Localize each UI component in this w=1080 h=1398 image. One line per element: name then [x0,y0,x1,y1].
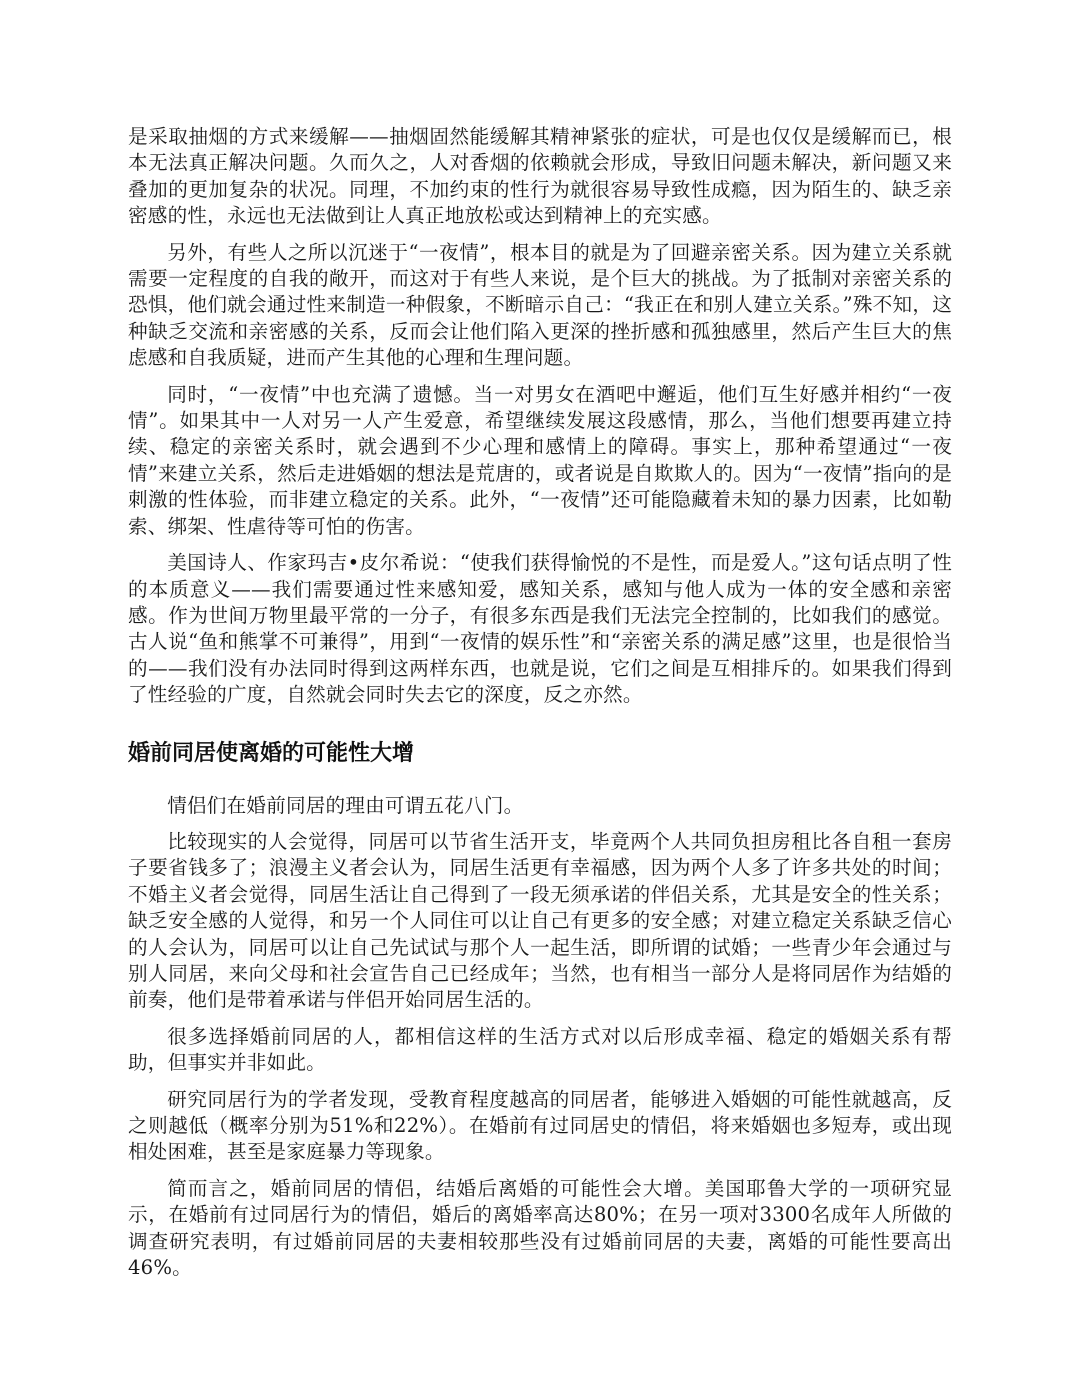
paragraph: 是采取抽烟的方式来缓解——抽烟固然能缓解其精神紧张的症状，可是也仅仅是缓解而已，根本无法真正解决问题。久而久之，人对香烟的依赖就会形成，导致旧问题未解决，新问题又来叠加的更加复杂的状况。同理，不加约束的性行为就很容易导致性成瘾，因为陌生的、缺乏亲密感的性，永远也无法做到让人真正地放松或达到精神上的充实感。 [128,125,952,228]
paragraph: 比较现实的人会觉得，同居可以节省生活开支，毕竟两个人共同负担房租比各自租一套房子要省钱多了；浪漫主义者会认为，同居生活更有幸福感，因为两个人多了许多共处的时间；不婚主义者会觉得，同居生活让自己得到了一段无须承诺的伴侣关系，尤其是安全的性关系；缺乏安全感的人觉得，和另一个人同住可以让自己有更多的安全感；对建立稳定关系缺乏信心的人会认为，同居可以让自己先试试与那个人一起生活，即所谓的试婚；一些青少年会通过与别人同居，来向父母和社会宣告自己已经成年；当然，也有相当一部分人是将同居作为结婚的前奏，他们是带着承诺与伴侣开始同居生活的。 [128,829,952,1012]
paragraph: 研究同居行为的学者发现，受教育程度越高的同居者，能够进入婚姻的可能性就越高，反之则越低（概率分别为51%和22%）。在婚前有过同居史的情侣，将来婚姻也多短寿，或出现相处困难，甚至是家庭暴力等现象。 [128,1087,952,1164]
section-heading: 婚前同居使离婚的可能性大增 [128,740,415,766]
paragraph: 美国诗人、作家玛吉•皮尔希说：“使我们获得愉悦的不是性，而是爱人。”这句话点明了性的本质意义——我们需要通过性来感知爱，感知关系，感知与他人成为一体的安全感和亲密感。作为世间万物里最平常的一分子，有很多东西是我们无法完全控制的，比如我们的感觉。古人说“鱼和熊掌不可兼得”，用到“一夜情的娱乐性”和“亲密关系的满足感”这里，也是很恰当的——我们没有办法同时得到这两样东西，也就是说，它们之间是互相排斥的。如果我们得到了性经验的广度，自然就会同时失去它的深度，反之亦然。 [128,551,952,707]
document-page [128,124,952,1291]
paragraph: 简而言之，婚前同居的情侣，结婚后离婚的可能性会大增。美国耶鲁大学的一项研究显示，在婚前有过同居行为的情侣，婚后的离婚率高达80%；在另一项对3300名成年人所做的调查研究表明，有过婚前同居的夫妻相较那些没有过婚前同居的夫妻，离婚的可能性要高出46%。 [128,1176,952,1280]
paragraph: 情侣们在婚前同居的理由可谓五花八门。 [167,793,524,817]
paragraph: 另外，有些人之所以沉迷于“一夜情”，根本目的就是为了回避亲密关系。因为建立关系就需要一定程度的自我的敞开，而这对于有些人来说，是个巨大的挑战。为了抵制对亲密关系的恐惧，他们就会通过性来制造一种假象，不断暗示自己：“我正在和别人建立关系。”殊不知，这种缺乏交流和亲密感的关系，反而会让他们陷入更深的挫折感和孤独感里，然后产生巨大的焦虑感和自我质疑，进而产生其他的心理和生理问题。 [128,240,952,370]
paragraph: 很多选择婚前同居的人，都相信这样的生活方式对以后形成幸福、稳定的婚姻关系有帮助，但事实并非如此。 [128,1024,952,1075]
paragraph: 同时，“一夜情”中也充满了遗憾。当一对男女在酒吧中邂逅，他们互生好感并相约“一夜情”。如果其中一人对另一人产生爱意，希望继续发展这段感情，那么，当他们想要再建立持续、稳定的亲密关系时，就会遇到不少心理和感情上的障碍。事实上，那种希望通过“一夜情”来建立关系，然后走进婚姻的想法是荒唐的，或者说是自欺欺人的。因为“一夜情”指向的是刺激的性体验，而非建立稳定的关系。此外，“一夜情”还可能隐藏着未知的暴力因素，比如勒索、绑架、性虐待等可怕的伤害。 [128,382,952,538]
